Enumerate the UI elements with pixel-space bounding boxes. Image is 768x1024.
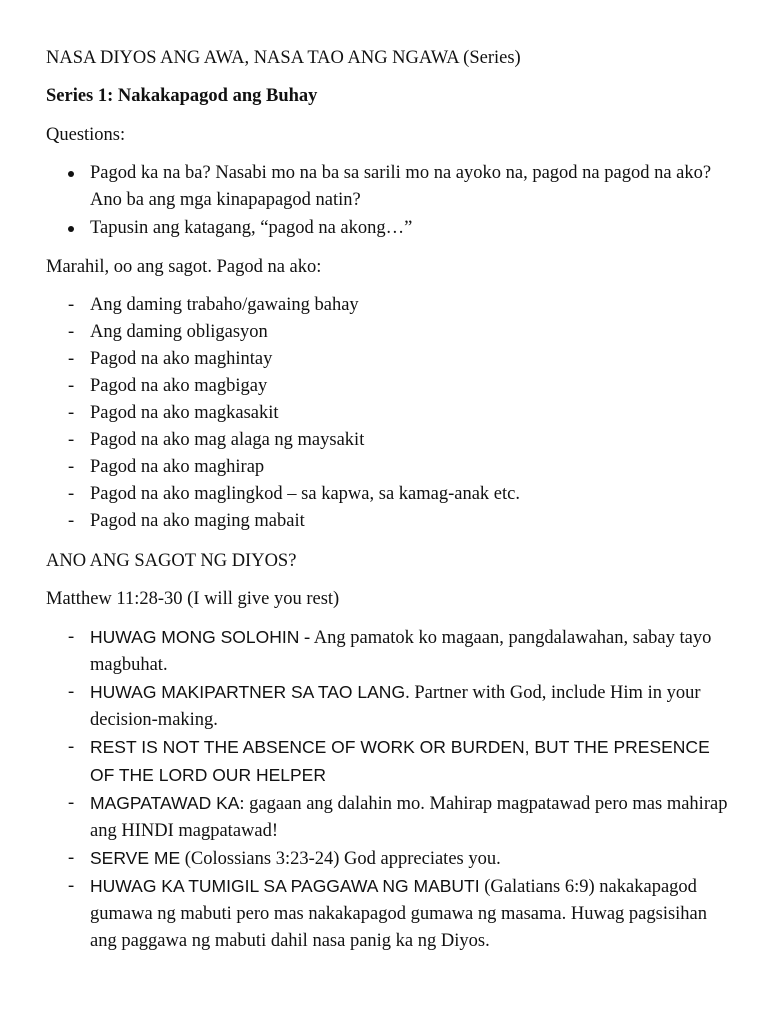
dash-marker: -: [68, 876, 75, 896]
question-item: [46, 160, 736, 214]
dash-marker: -: [68, 403, 75, 423]
tired-text: Pagod na ako mag alaga ng maysakit: [90, 430, 365, 450]
answer-rest: : gagaan ang dalahin mo. Mahirap magpatawad pero mas mahirap ang HINDI magpatawad!: [90, 794, 728, 841]
answer-rest: - Ang pamatok ko magaan, pangdalawahan, sabay tayo magbuhat.: [90, 628, 712, 675]
answer-item: [46, 873, 736, 955]
dash-marker: -: [68, 511, 75, 531]
tired-item: [46, 508, 736, 535]
tired-item: [46, 346, 736, 373]
question-item: [46, 215, 736, 242]
tired-text: Pagod na ako maglingkod – sa kapwa, sa kamag-anak etc.: [90, 484, 520, 504]
tired-item: [46, 481, 736, 508]
dash-marker: -: [68, 627, 75, 647]
tired-item: [46, 427, 736, 454]
question-text: Tapusin ang katagang, “pagod na akong…”: [90, 218, 413, 238]
answer-lead: HUWAG MAKIPARTNER SA TAO LANG: [90, 682, 406, 702]
tired-item: [46, 400, 736, 427]
dash-marker: -: [68, 737, 75, 757]
answer-lead: HUWAG KA TUMIGIL SA PAGGAWA NG MABUTI: [90, 876, 480, 896]
questions-list: [46, 160, 736, 242]
tired-item: [46, 292, 736, 319]
answer-intro: Marahil, oo ang sagot. Pagod na ako:: [46, 257, 322, 277]
dash-marker: -: [68, 457, 75, 477]
answer-rest: (Colossians 3:23-24) God appreciates you.: [180, 849, 501, 869]
bullet-icon: [68, 171, 74, 177]
answer-lead: REST IS NOT THE ABSENCE OF WORK OR BURDEN, BUT THE PRESENCE OF THE LORD OUR HELPER: [90, 737, 710, 785]
dash-marker: -: [68, 484, 75, 504]
series-title: Series 1: Nakakapagod ang Buhay: [46, 86, 318, 106]
tired-text: Pagod na ako maghintay: [90, 349, 273, 369]
answer-item: [46, 790, 736, 845]
dash-marker: -: [68, 322, 75, 342]
dash-marker: -: [68, 848, 75, 868]
tired-text: Pagod na ako magkasakit: [90, 403, 279, 423]
answer-item: [46, 734, 736, 790]
tired-text: Pagod na ako magbigay: [90, 376, 268, 396]
answer-item: [46, 624, 736, 679]
answers-list: [46, 624, 736, 955]
dash-marker: -: [68, 682, 75, 702]
answer-rest: (Galatians 6:9) nakakapagod gumawa ng mabuti pero mas nakakapagod gumawa ng masama. Huwag pagsisihan ang paggawa ng mabuti dahil nasa panig ka ng Diyos.: [90, 877, 708, 951]
tired-item: [46, 454, 736, 481]
tired-list: [46, 292, 736, 535]
scripture-reference: Matthew 11:28-30 (I will give you rest): [46, 589, 340, 609]
answer-rest: . Partner with God, include Him in your decision-making.: [90, 683, 701, 730]
dash-marker: -: [68, 295, 75, 315]
answer-lead: HUWAG MONG SOLOHIN: [90, 627, 300, 647]
dash-marker: -: [68, 376, 75, 396]
answer-lead: MAGPATAWAD KA: [90, 793, 240, 813]
answer-item: [46, 845, 736, 873]
bullet-icon: [68, 226, 74, 232]
questions-label: Questions:: [46, 125, 126, 145]
series-header: NASA DIYOS ANG AWA, NASA TAO ANG NGAWA (Series): [46, 48, 521, 68]
dash-marker: -: [68, 430, 75, 450]
god-answer-heading: ANO ANG SAGOT NG DIYOS?: [46, 551, 297, 571]
dash-marker: -: [68, 349, 75, 369]
answer-item: [46, 679, 736, 734]
tired-item: [46, 373, 736, 400]
document-page: [46, 45, 736, 968]
tired-text: Pagod na ako maging mabait: [90, 511, 305, 531]
tired-text: Pagod na ako maghirap: [90, 457, 265, 477]
answer-lead: SERVE ME: [90, 848, 181, 868]
dash-marker: -: [68, 793, 75, 813]
tired-text: Ang daming obligasyon: [90, 322, 268, 342]
tired-text: Ang daming trabaho/gawaing bahay: [90, 295, 359, 315]
tired-item: [46, 319, 736, 346]
question-text: Pagod ka na ba? Nasabi mo na ba sa sarili mo na ayoko na, pagod na pagod na ako? Ano ba ang mga kinapapagod natin?: [90, 163, 712, 210]
